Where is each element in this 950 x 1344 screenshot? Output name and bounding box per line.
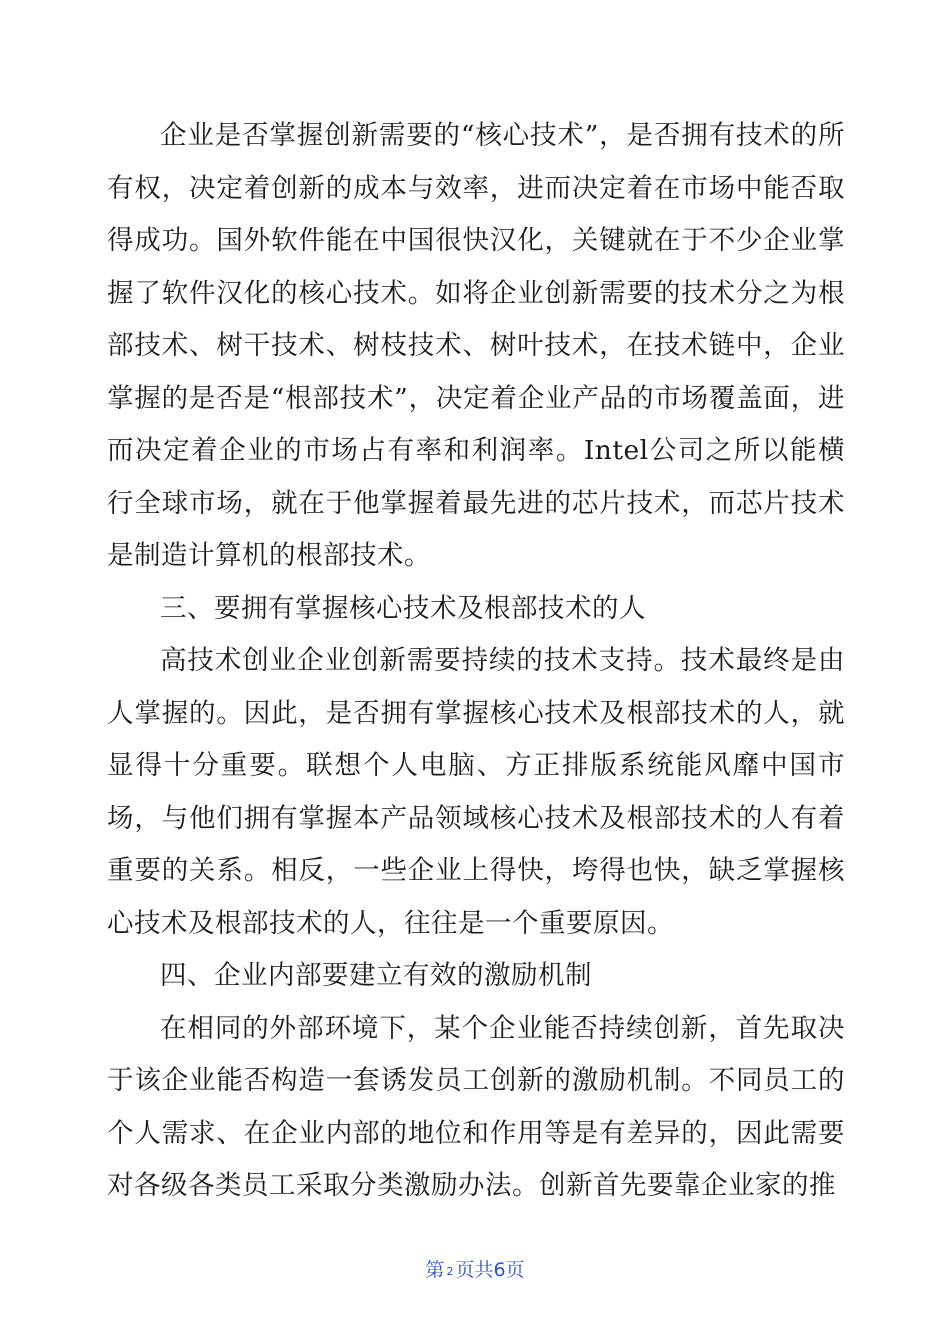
- footer-prefix: 第: [425, 1259, 445, 1281]
- paragraph-core-technology: 企业是否掌握创新需要的“核心技术”，是否拥有技术的所有权，决定着创新的成本与效率，进而决定着在市场中能否取得成功。国外软件能在中国很快汉化，关键就在于不少企业掌握了软件汉化的核心技术。如将企业创新需要的技术分之为根部技术、树干技术、树枝技术、树叶技术，在技术链中，企业掌握的是否是“根部技术”，决定着企业产品的市场覆盖面，进而决定着企业的市场占有率和利润率。Intel公司之所以能横行全球市场，就在于他掌握着最先进的芯片技术，而芯片技术是制造计算机的根部技术。: [107, 120, 845, 571]
- document-body: [107, 110, 845, 1213]
- footer-total-pages: 6: [493, 1259, 506, 1281]
- paragraph-incentive: 在相同的外部环境下，某个企业能否持续创新，首先取决于该企业能否构造一套诱发员工创新的激励机制。不同员工的个人需求、在企业内部的地位和作用等是有差异的，因此需要对各级各类员工采取分类激励办法。创新首先要靠企业家的推: [107, 1012, 845, 1201]
- footer-suffix: 页: [505, 1259, 525, 1281]
- footer-middle: 页共: [455, 1259, 494, 1281]
- paragraph-talent: 高技术创业企业创新需要持续的技术支持。技术最终是由人掌握的。因此，是否拥有掌握核心技术及根部技术的人，就显得十分重要。联想个人电脑、方正排版系统能风靡中国市场，与他们拥有掌握本产品领域核心技术及根部技术的人有着重要的关系。相反，一些企业上得快，垮得也快，缺乏掌握核心技术及根部技术的人，往往是一个重要原因。: [107, 645, 845, 939]
- heading-section-four: 四、企业内部要建立有效的激励机制: [160, 960, 592, 991]
- heading-section-three: 三、要拥有掌握核心技术及根部技术的人: [160, 592, 646, 624]
- page-footer: [0, 1257, 950, 1285]
- footer-page-number: 2: [446, 1265, 454, 1278]
